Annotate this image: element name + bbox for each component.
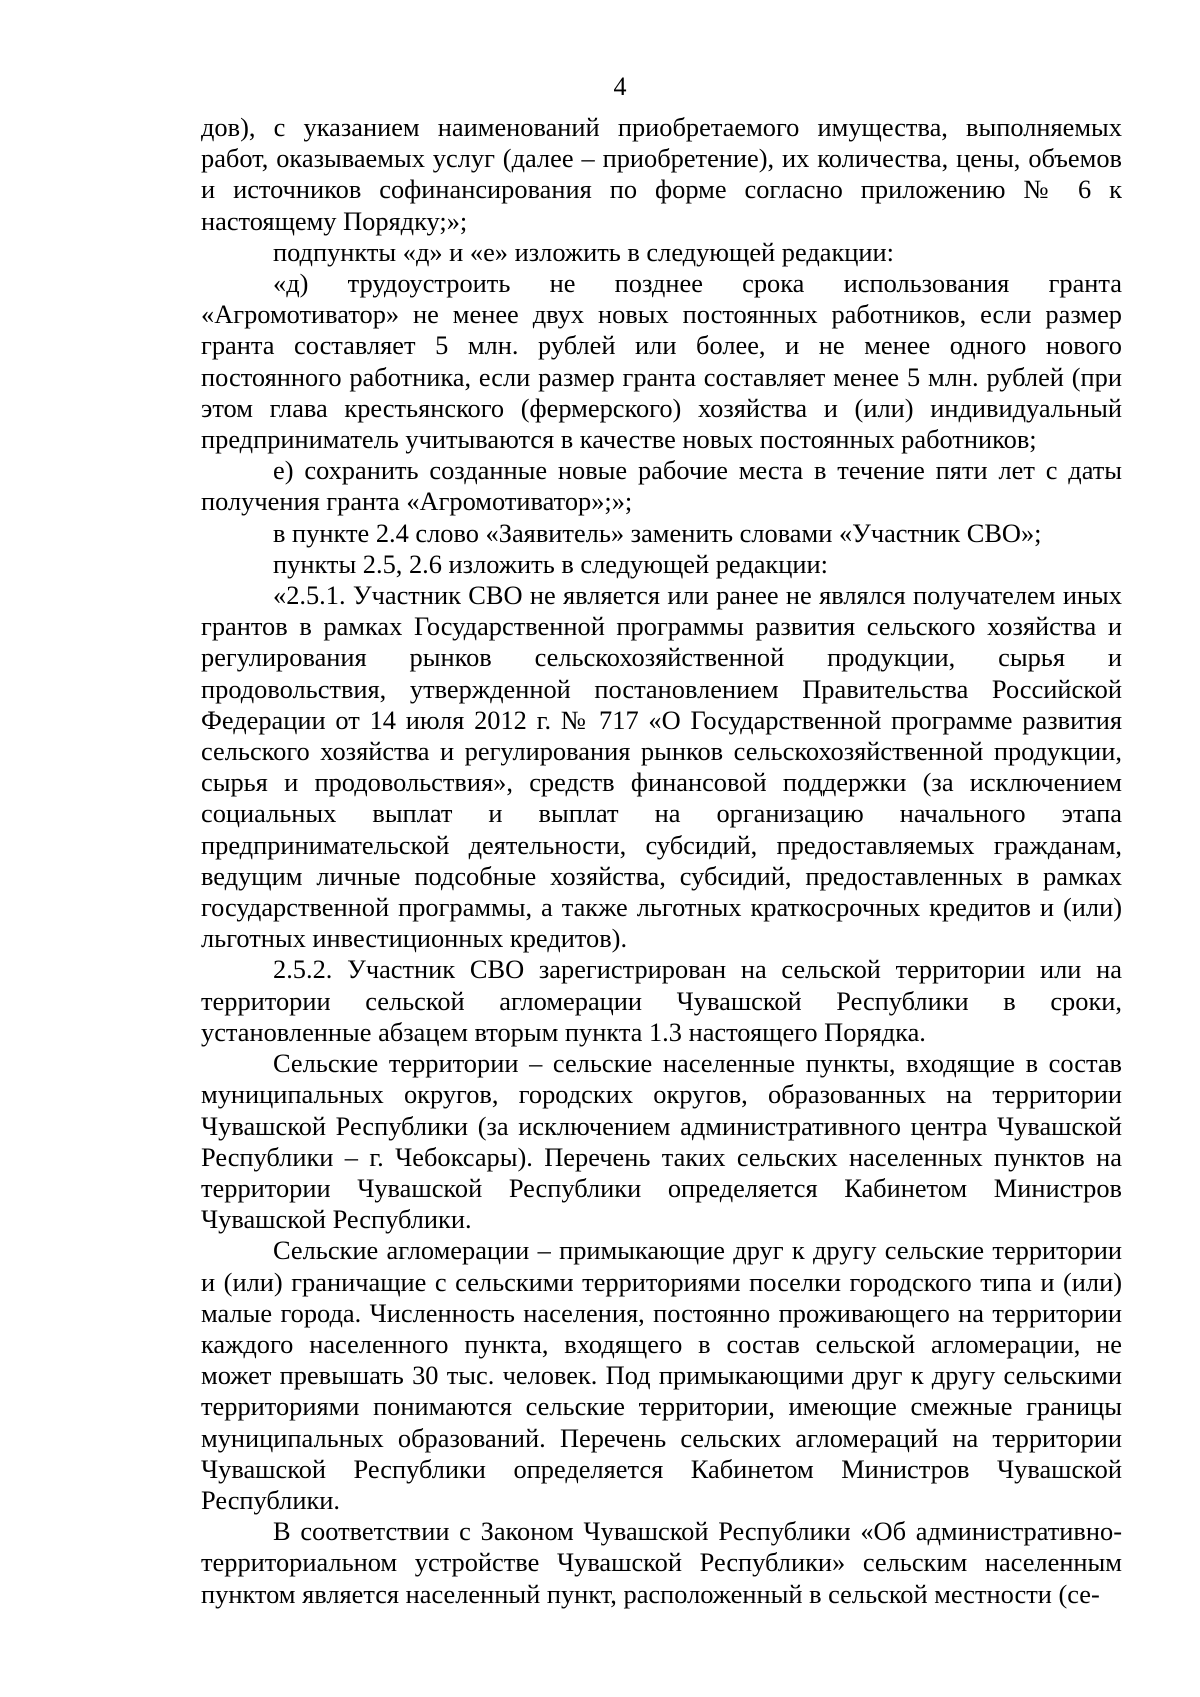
paragraph-5: в пункте 2.4 слово «Заявитель» заменить словами «Участник СВО»; xyxy=(273,517,1042,548)
paragraph-2: подпункты «д» и «е» изложить в следующей редакции: xyxy=(273,236,895,267)
paragraph-11: В соответствии с Законом Чувашской Республики «Об административно-территориальном устройстве Чувашской Республики» сельским населенным пунктом является населенный пункт, расположенный в сельской местности (се- xyxy=(201,1516,1122,1609)
paragraph-10: Сельские агломерации – примыкающие друг к другу сельские территории и (или) граничащие с сельскими территориями поселки городского типа и (или) малые города. Численность населения, постоянно проживающего на территории каждого населенного пункта, входящего в состав сельской агломерации, не может превышать 30 тыс. человек. Под примыкающими друг к другу сельскими территориями понимаются сельские территории, имеющие смежные границы муниципальных образований. Перечень сельских агломераций на территории Чувашской Республики определяется Кабинетом Министров Чувашской Республики. xyxy=(201,1235,1122,1515)
paragraph-7: «2.5.1. Участник СВО не является или ранее не являлся получателем иных грантов в рамках Государственной программы развития сельского хозяйства и регулирования рынков сельскохозяйственной продукции, сырья и продовольствия, утвержденной постановлением Правительства Российской Федерации от 14 июля 2012 г. № 717 «О Государственной программе развития сельского хозяйства и регулирования рынков сельскохозяйственной продукции, сырья и продовольствия», средств финансовой поддержки (за исключением социальных выплат и выплат на организацию начального этапа предпринимательской деятельности, субсидий, предоставляемых гражданам, ведущим личные подсобные хозяйства, субсидий, предоставленных в рамках государственной программы, а также льготных краткосрочных кредитов и (или) льготных инвестиционных кредитов). xyxy=(201,580,1122,954)
page-number: 4 xyxy=(613,72,627,101)
document-body xyxy=(201,112,1122,1610)
paragraph-8: 2.5.2. Участник СВО зарегистрирован на сельской территории или на территории сельской агломерации Чувашской Республики в сроки, установленные абзацем вторым пункта 1.3 настоящего Порядка. xyxy=(201,954,1122,1047)
paragraph-1: дов), с указанием наименований приобретаемого имущества, выполняемых работ, оказываемых услуг (далее – приобретение), их количества, цены, объемов и источников софинансирования по форме согласно приложению № 6 к настоящему Порядку;»; xyxy=(201,112,1122,236)
paragraph-9: Сельские территории – сельские населенные пункты, входящие в состав муниципальных округов, городских округов, образованных на территории Чувашской Республики (за исключением административного центра Чувашской Республики – г. Чебоксары). Перечень таких сельских населенных пунктов на территории Чувашской Республики определяется Кабинетом Министров Чувашской Республики. xyxy=(201,1048,1122,1235)
paragraph-3: «д) трудоустроить не позднее срока использования гранта «Агромотиватор» не менее двух новых постоянных работников, если размер гранта составляет 5 млн. рублей или более, и не менее одного нового постоянного работника, если размер гранта составляет менее 5 млн. рублей (при этом глава крестьянского (фермерского) хозяйства и (или) индивидуальный предприниматель учитываются в качестве новых постоянных работников; xyxy=(201,268,1122,455)
paragraph-4: е) сохранить созданные новые рабочие места в течение пяти лет с даты получения гранта «Агромотиватор»;»; xyxy=(201,455,1122,517)
paragraph-6: пункты 2.5, 2.6 изложить в следующей редакции: xyxy=(273,548,828,579)
